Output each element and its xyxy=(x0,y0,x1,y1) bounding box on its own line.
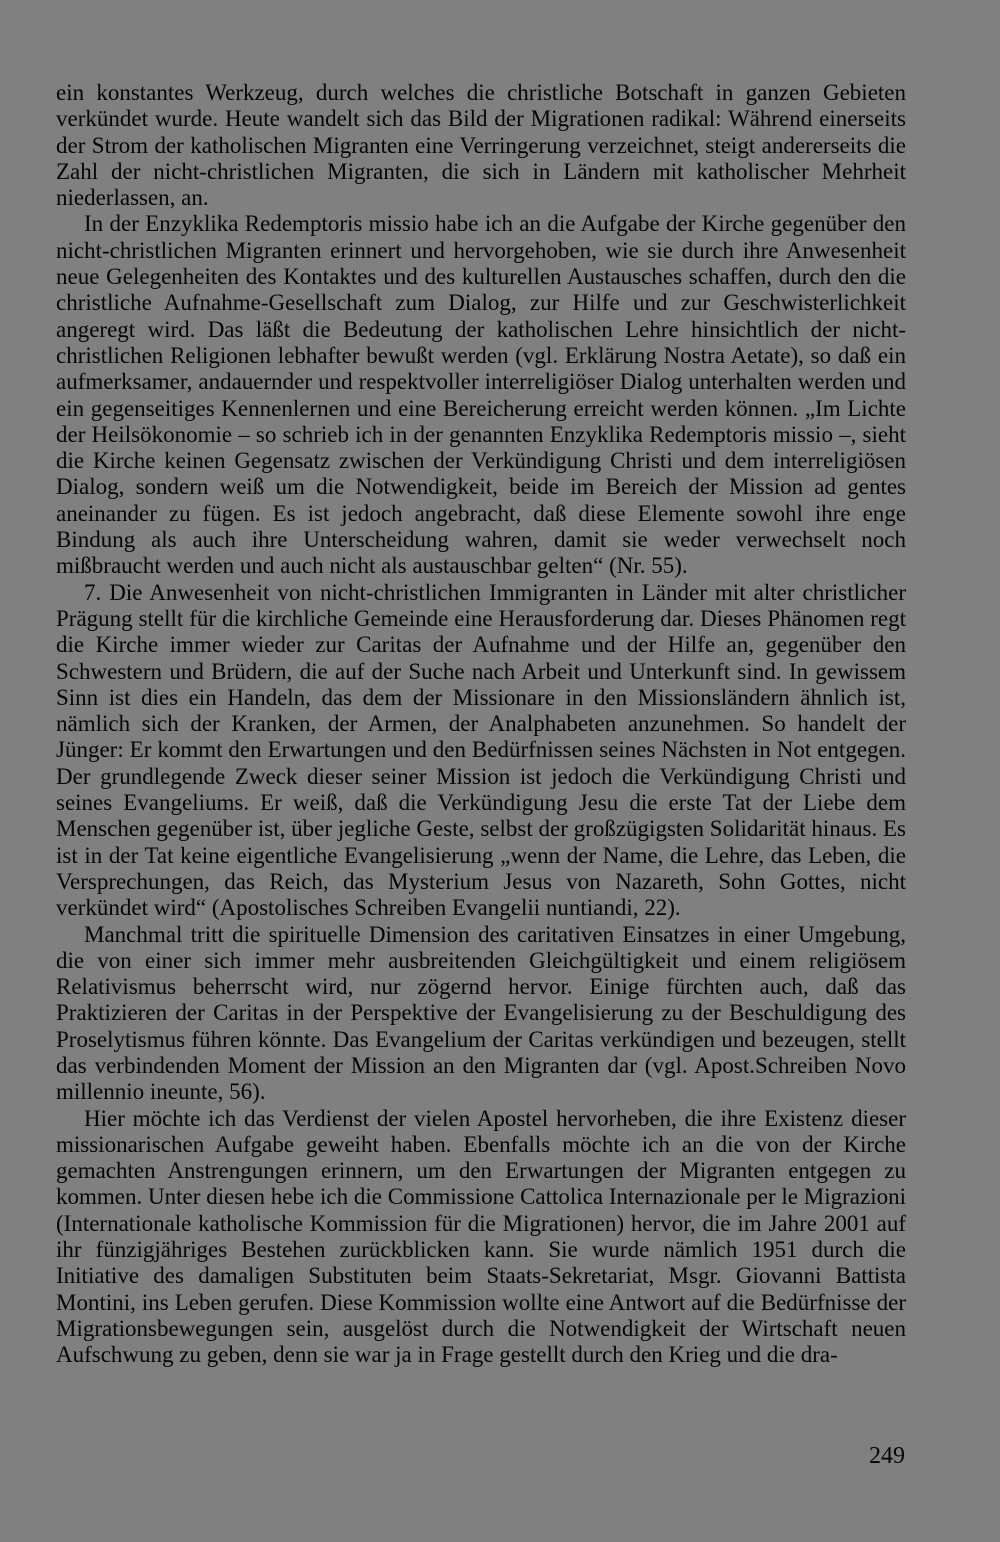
paragraph-1: ein konstantes Werkzeug, durch welches die christliche Botschaft in ganzen Gebieten verkündet wurde. Heute wandelt sich das Bild der Migrationen radikal: Während einerseits der Strom der katholischen Migranten eine Verringerung verzeichnet, steigt andererseits die Zahl der nicht-christlichen Migranten, die sich in Ländern mit katholischer Mehrheit niederlassen, an. xyxy=(56,80,906,211)
paragraph-2: In der Enzyklika Redemptoris missio habe ich an die Aufgabe der Kirche gegenüber den nicht-christlichen Migranten erinnert und hervorgehoben, wie sie durch ihre Anwesenheit neue Gelegenheiten des Kontaktes und des kulturellen Austausches schaffen, durch den die christliche Aufnahme-Gesellschaft zum Dialog, zur Hilfe und zur Geschwisterlichkeit angeregt wird. Das läßt die Bedeutung der katholischen Lehre hinsichtlich der nicht-christlichen Religionen lebhafter bewußt werden (vgl. Erklärung Nostra Aetate), so daß ein aufmerksamer, andauernder und respektvoller interreligiöser Dialog unterhalten werden und ein gegenseitiges Kennenlernen und eine Bereicherung erreicht werden können. „Im Lichte der Heilsökonomie – so schrieb ich in der genannten Enzyklika Redemptoris missio –, sieht die Kirche keinen Gegensatz zwischen der Verkündigung Christi und dem interreligiösen Dialog, sondern weiß um die Notwendigkeit, beide im Bereich der Mission ad gentes aneinander zu fügen. Es ist jedoch angebracht, daß diese Elemente sowohl ihre enge Bindung als auch ihre Unterscheidung wahren, damit sie weder verwechselt noch mißbraucht werden und auch nicht als austauschbar gelten“ (Nr. 55). xyxy=(56,211,906,579)
paragraph-4: Manchmal tritt die spirituelle Dimension des caritativen Einsatzes in einer Umgebung, die von einer sich immer mehr ausbreitenden Gleichgültigkeit und einem religiösem Relativismus beherrscht wird, nur zögernd hervor. Einige fürchten auch, daß das Praktizieren der Caritas in der Perspektive der Evangelisierung zu der Beschuldigung des Proselytismus führen könnte. Das Evangelium der Caritas verkündigen und bezeugen, stellt das verbindenden Moment der Mission an den Migranten dar (vgl. Apost.Schreiben Novo millennio ineunte, 56). xyxy=(56,921,906,1105)
page-number: 249 xyxy=(869,1443,905,1469)
paragraph-3: 7. Die Anwesenheit von nicht-christlichen Immigranten in Länder mit alter christlicher Prägung stellt für die kirchliche Gemeinde eine Herausforderung dar. Dieses Phänomen regt die Kirche immer wieder zur Caritas der Aufnahme und der Hilfe an, gegenüber den Schwestern und Brüdern, die auf der Suche nach Arbeit und Unterkunft sind. In gewissem Sinn ist dies ein Handeln, das dem der Missionare in den Missionsländern ähnlich ist, nämlich sich der Kranken, der Armen, der Analphabeten anzunehmen. So handelt der Jünger: Er kommt den Erwartungen und den Bedürfnissen seines Nächsten in Not entgegen. Der grundlegende Zweck dieser seiner Mission ist jedoch die Verkündigung Christi und seines Evangeliums. Er weiß, daß die Verkündigung Jesu die erste Tat der Liebe dem Menschen gegenüber ist, über jegliche Geste, selbst der großzügigsten Solidarität hinaus. Es ist in der Tat keine eigentliche Evangelisierung „wenn der Name, die Lehre, das Leben, die Versprechungen, das Reich, das Mysterium Jesus von Nazareth, Sohn Gottes, nicht verkündet wird“ (Apostolisches Schreiben Evangelii nuntiandi, 22). xyxy=(56,579,906,921)
paragraph-5: Hier möchte ich das Verdienst der vielen Apostel hervorheben, die ihre Existenz dieser missionarischen Aufgabe geweiht haben. Ebenfalls möchte ich an die von der Kirche gemachten Anstrengungen erinnern, um den Erwartungen der Migranten entgegen zu kommen. Unter diesen hebe ich die Commissione Cattolica Internazionale per le Migrazioni (Internationale katholische Kommission für die Migrationen) hervor, die im Jahre 2001 auf ihr fünzigjähriges Bestehen zurückblicken kann. Sie wurde nämlich 1951 durch die Initiative des damaligen Substituten beim Staats-Sekretariat, Msgr. Giovanni Battista Montini, ins Leben gerufen. Diese Kommission wollte eine Antwort auf die Bedürfnisse der Migrationsbewegungen sein, ausgelöst durch die Notwendigkeit der Wirtschaft neuen Aufschwung zu geben, denn sie war ja in Frage gestellt durch den Krieg und die dra- xyxy=(56,1105,906,1368)
page-body xyxy=(56,80,906,1369)
